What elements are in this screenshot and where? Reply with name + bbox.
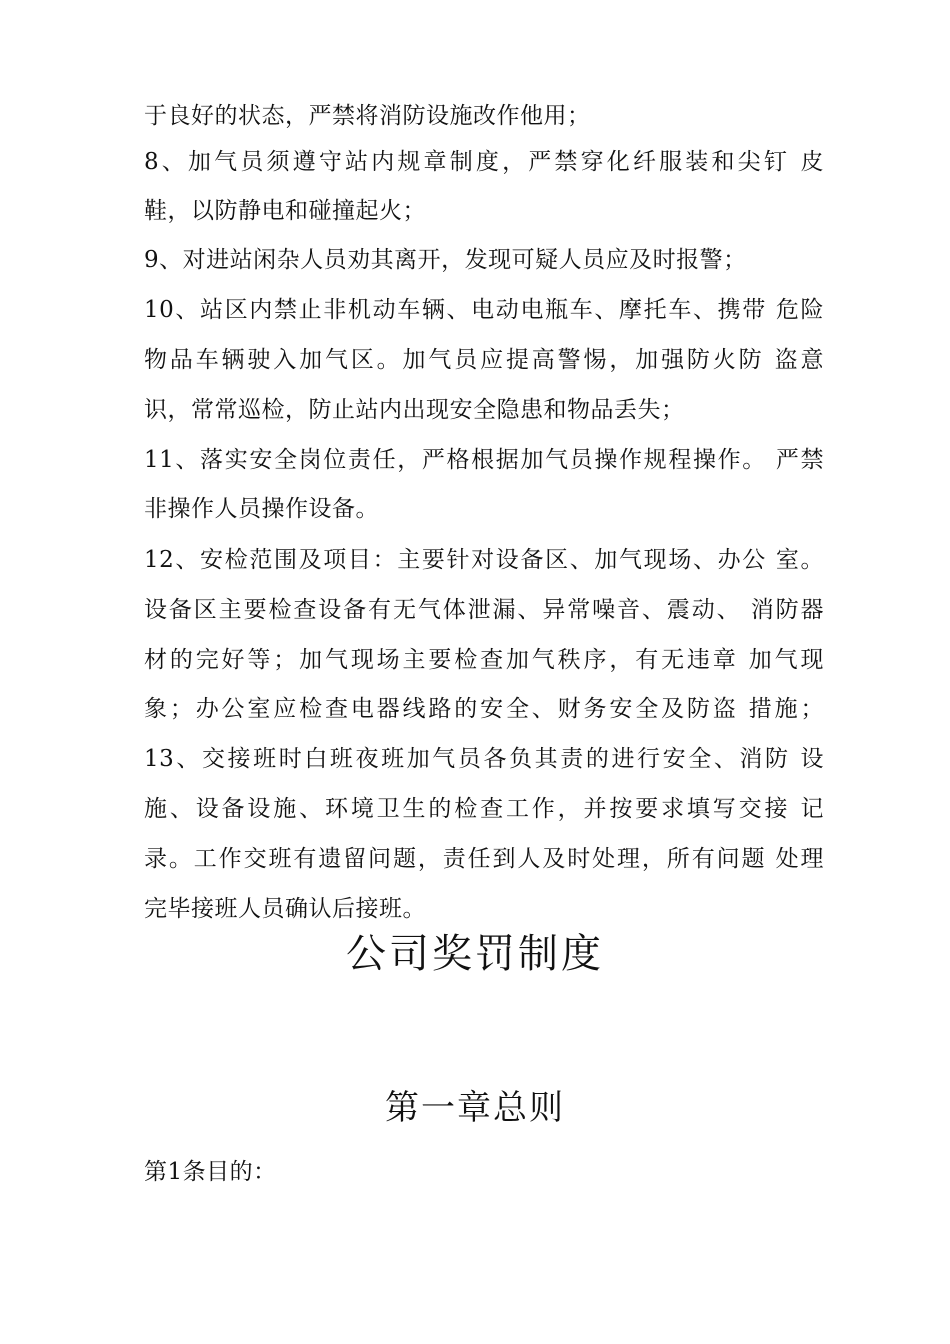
text-line: 录。工作交班有遗留问题，责任到人及时处理，所有问题 处理	[144, 846, 824, 872]
text-line: 识，常常巡检，防止站内出现安全隐患和物品丢失；	[144, 397, 685, 423]
text-line: 象；办公室应检查电器线路的安全、财务安全及防盗 措施；	[144, 696, 824, 722]
text-line: 8、加气员须遵守站内规章制度，严禁穿化纤服装和尖钉 皮	[144, 149, 824, 175]
text-line: 13、交接班时白班夜班加气员各负其责的进行安全、消防 设	[144, 746, 824, 772]
article-line: 第1条目的：	[144, 1159, 277, 1185]
text-line: 材的完好等；加气现场主要检查加气秩序，有无违章 加气现	[144, 647, 824, 673]
text-line: 9、对进站闲杂人员劝其离开，发现可疑人员应及时报警；	[144, 247, 747, 273]
text-line: 物品车辆驶入加气区。加气员应提高警惕，加强防火防 盗意	[144, 347, 824, 373]
text-line: 非操作人员操作设备。	[144, 496, 379, 522]
text-line: 10、站区内禁止非机动车辆、电动电瓶车、摩托车、携带 危险	[144, 297, 824, 323]
chapter-heading: 第一章总则	[385, 1088, 565, 1128]
text-line: 完毕接班人员确认后接班。	[144, 896, 426, 922]
text-line: 11、落实安全岗位责任，严格根据加气员操作规程操作。 严禁	[144, 447, 824, 473]
text-line: 设备区主要检查设备有无气体泄漏、异常噪音、震动、 消防器	[144, 597, 824, 623]
text-line: 施、设备设施、环境卫生的检查工作，并按要求填写交接 记	[144, 796, 824, 822]
document-title: 公司奖罚制度	[346, 931, 604, 977]
text-line: 于良好的状态，严禁将消防设施改作他用；	[144, 103, 591, 129]
text-line: 鞋，以防静电和碰撞起火；	[144, 198, 426, 224]
text-line: 12、安检范围及项目：主要针对设备区、加气现场、办公 室。	[144, 547, 824, 573]
